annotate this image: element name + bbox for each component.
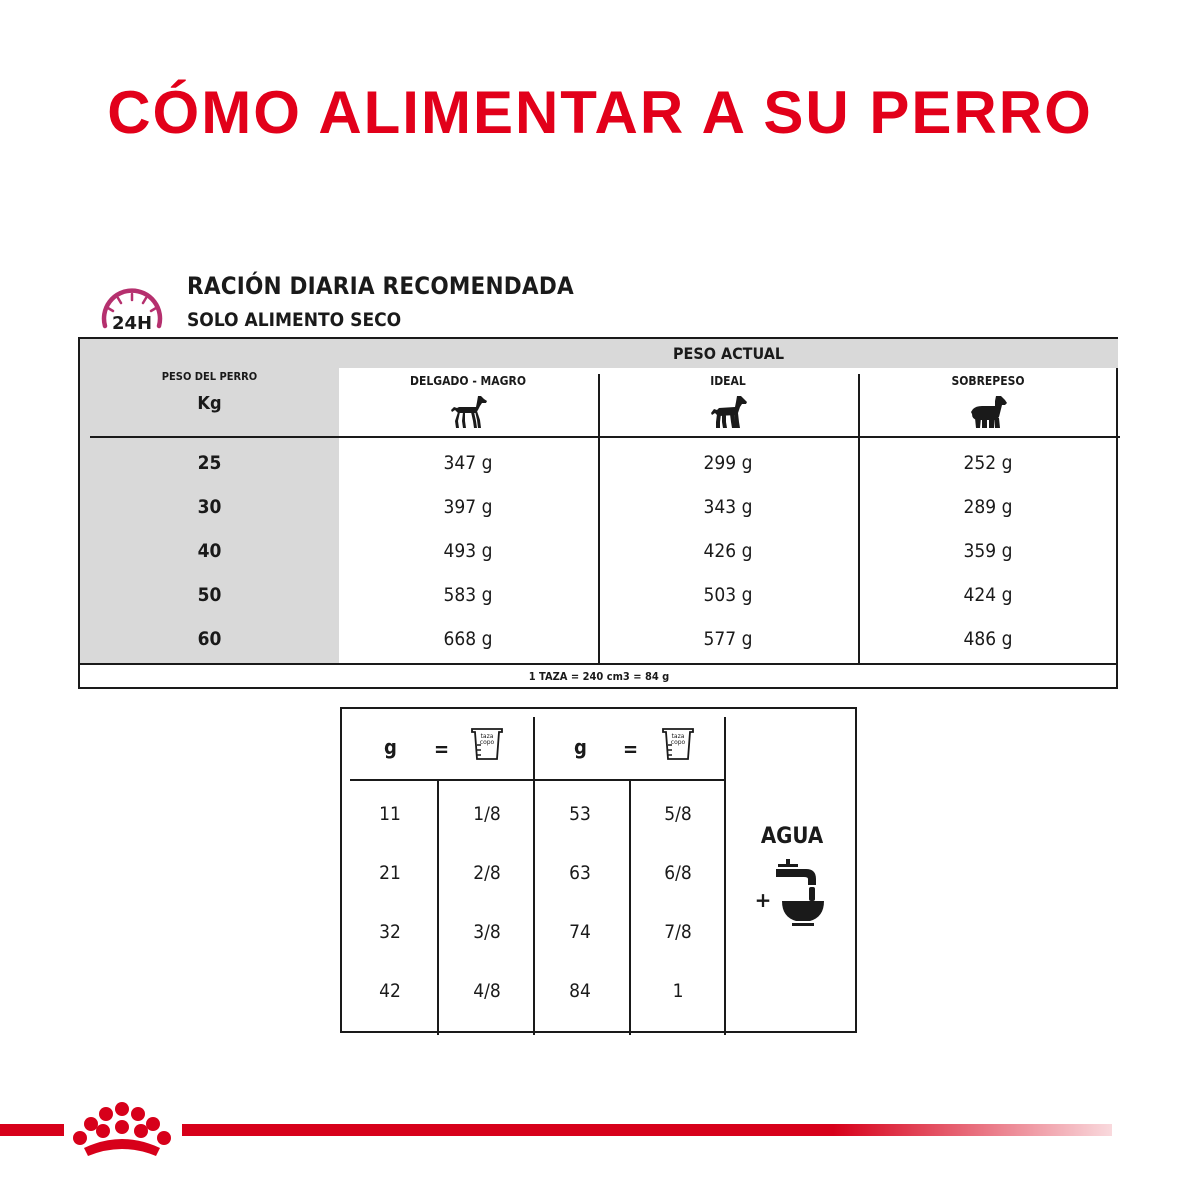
cups-cell: 7/8 <box>664 921 692 943</box>
weight-cell: 60 <box>197 628 222 650</box>
equals-sign: = <box>623 737 639 761</box>
overweight-dog-icon <box>968 393 1008 431</box>
column-header-ideal: IDEAL <box>710 374 746 388</box>
grams-cell: 11 <box>379 803 401 825</box>
value-cell: 289 g <box>963 496 1013 518</box>
grams-cell: 21 <box>379 862 401 884</box>
value-cell: 359 g <box>963 540 1013 562</box>
plus-sign: + <box>754 888 772 912</box>
cups-cell: 5/8 <box>664 803 692 825</box>
cups-cell: 4/8 <box>473 980 501 1002</box>
royal-canin-crown-logo <box>70 1100 174 1162</box>
water-tap-bowl-icon <box>754 857 830 929</box>
weight-cell: 25 <box>197 452 222 474</box>
weight-cell: 50 <box>197 584 222 606</box>
conv-header-rule <box>350 779 724 781</box>
weight-header: PESO DEL PERRO <box>161 370 258 383</box>
cup-label-taza: taza <box>671 733 685 740</box>
column-header-thin: DELGADO - MAGRO <box>409 374 527 388</box>
value-cell: 424 g <box>963 584 1013 606</box>
page-title: CÓMO ALIMENTAR A SU PERRO <box>107 79 1093 146</box>
footer-stripe <box>182 1124 1112 1136</box>
weight-cell: 40 <box>197 540 222 562</box>
value-cell: 503 g <box>703 584 753 606</box>
value-cell: 426 g <box>703 540 753 562</box>
value-cell: 299 g <box>703 452 753 474</box>
value-cell: 583 g <box>443 584 493 606</box>
peso-actual-header: PESO ACTUAL <box>672 344 785 363</box>
column-divider <box>598 374 600 664</box>
grams-cell: 42 <box>379 980 401 1002</box>
cup-label-copo: copo <box>479 739 495 746</box>
grams-cell: 63 <box>569 862 591 884</box>
value-cell: 343 g <box>703 496 753 518</box>
value-cell: 252 g <box>963 452 1013 474</box>
grams-cell: 53 <box>569 803 591 825</box>
value-cell: 493 g <box>443 540 493 562</box>
value-cell: 486 g <box>963 628 1013 650</box>
cups-cell: 3/8 <box>473 921 501 943</box>
ration-subtitle: SOLO ALIMENTO SECO <box>187 309 402 331</box>
grams-header: g <box>574 735 587 759</box>
feeding-table <box>78 337 1118 689</box>
weight-unit: Kg <box>197 393 222 414</box>
cups-cell: 6/8 <box>664 862 692 884</box>
weight-cell: 30 <box>197 496 222 518</box>
water-label: AGUA <box>760 824 824 849</box>
value-cell: 397 g <box>443 496 493 518</box>
cup-label-copo: copo <box>670 739 686 746</box>
measuring-cup-icon <box>659 725 697 763</box>
ration-title: RACIÓN DIARIA RECOMENDADA <box>187 272 574 300</box>
cup-footnote: 1 TAZA = 240 cm3 = 84 g <box>528 670 670 683</box>
ideal-dog-icon <box>708 393 748 431</box>
grams-cell: 32 <box>379 921 401 943</box>
cups-cell: 1/8 <box>473 803 501 825</box>
column-divider <box>858 374 860 664</box>
cups-cell: 1 <box>672 980 684 1002</box>
clock-label: 24H <box>111 313 153 334</box>
footnote-rule <box>80 663 1118 665</box>
footer-stripe <box>0 1124 64 1136</box>
cup-label-taza: taza <box>480 733 494 740</box>
cups-cell: 2/8 <box>473 862 501 884</box>
value-cell: 668 g <box>443 628 493 650</box>
column-header-overweight: SOBREPESO <box>951 374 1025 388</box>
value-cell: 347 g <box>443 452 493 474</box>
measuring-cup-icon <box>468 725 506 763</box>
header-rule <box>90 436 1120 438</box>
grams-cell: 84 <box>569 980 591 1002</box>
thin-dog-icon <box>448 393 488 431</box>
equals-sign: = <box>434 737 450 761</box>
grams-header: g <box>384 735 397 759</box>
cup-conversion-table <box>340 707 857 1033</box>
value-cell: 577 g <box>703 628 753 650</box>
grams-cell: 74 <box>569 921 591 943</box>
